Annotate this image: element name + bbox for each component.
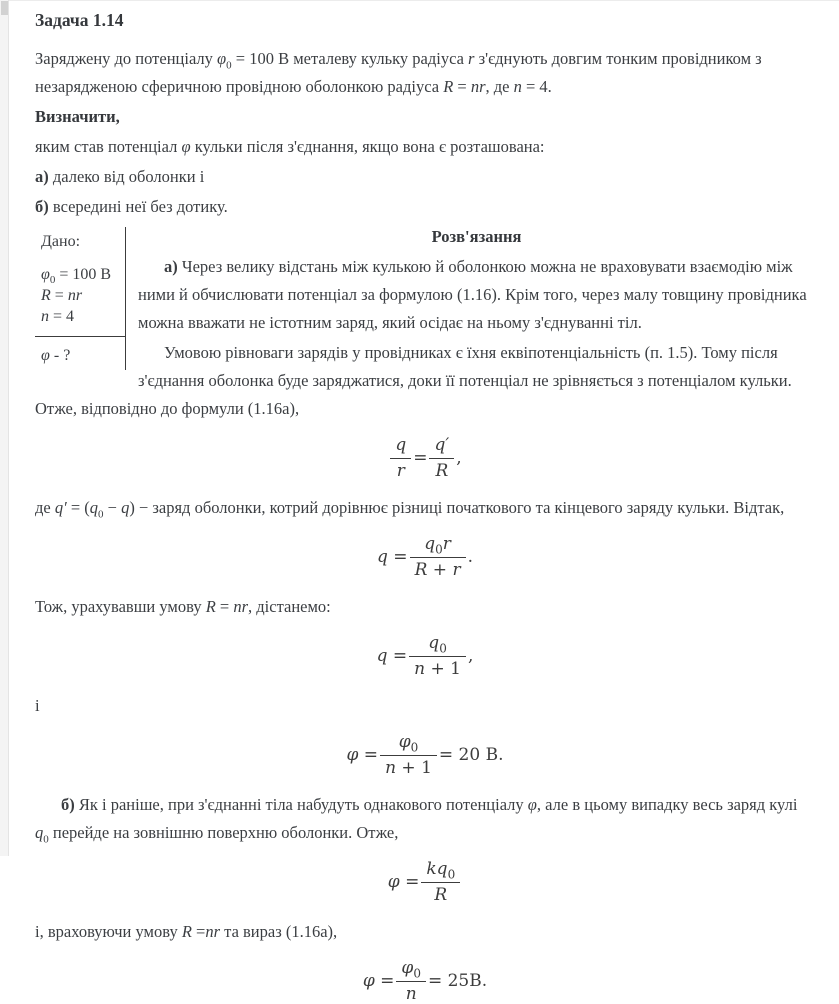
solution-paragraph-where: де $q' = (q_0 - q)$ − заряд оболонки, котрий дорівнює різниці початкового та кінцевого заряду кульки. Відтак, [35, 498, 785, 521]
solution-paragraph-i2: і, враховуючи умову R =nr та вираз (1.16а), [35, 922, 338, 941]
problem-statement: Заряджену до потенціалу $\varphi_0 = 100$ В металеву кульку радіуса r з'єднують довгим тонким провідником з незарядженою сферичною провідною оболонкою радіуса R = nr, де n = 4. [35, 49, 762, 96]
solution-connector-i: і [35, 696, 40, 715]
given-divider-line [35, 336, 125, 337]
case-a-text: а) далеко від оболонки і [35, 167, 205, 186]
solution-paragraph-a: а) Через велику відстань між кулькою й оболонкою можна не враховувати взаємодію між ними й обчислювати потенціал за формулою (1.16). Крім того, через малу товщину провідника можна вважати не істотним заряд, який осідає на ньому з'єднуванні тіл. [138, 257, 807, 332]
formula-potential-25v: φ = $\frac{\varphi_0}{n}$ = 25В. [362, 958, 488, 1004]
scrollbar [0, 0, 9, 856]
given-item-R: R = nr [41, 287, 83, 304]
given-box [35, 227, 126, 370]
determine-heading: Визначити, [35, 107, 120, 126]
given-item-phi0: $\varphi_0 = 100$ В [41, 266, 112, 287]
formula-charge-result: q = $\frac{q_0r}{R + r}$ . [377, 534, 473, 580]
solution-heading: Розв'язання [431, 227, 522, 246]
solution-paragraph-equilibrium: Умовою рівноваги зарядів у провідниках є їхня еквіпотенціальність (п. 1.5). Тому після з'єднання оболонка буде заряджатися, доки її потенціал не зрівняється з потенціалом кульки. Отже, відповідно до формули (1.16а), [35, 343, 792, 418]
formula-potential-20v: φ = $\frac{\varphi_0}{n + 1}$ = 20 В. [346, 732, 504, 778]
formula-potential-kq0-R: φ = $\frac{kq_0}{R}$ [35, 860, 815, 905]
problem-title: Задача 1.14 [35, 10, 124, 30]
given-label: Дано: [41, 233, 81, 250]
document-page [9, 0, 839, 1004]
scrollbar-thumb[interactable] [1, 1, 8, 15]
question-text: яким став потенціал φ кульки після з'єднання, якщо вона є розташована: [35, 137, 545, 156]
given-question: φ - ? [41, 347, 71, 364]
formula-charge-n: q = $\frac{q_0}{n + 1}$ , [376, 633, 474, 679]
solution-paragraph-tozh: Тож, урахувавши умову R = nr, дістанемо: [35, 597, 331, 616]
case-b-text: б) всередині неї без дотику. [35, 197, 228, 216]
formula-charge-ratio: $\frac{q}{r}$ = $\frac{q'}{R}$ , [35, 436, 815, 481]
given-item-n: n = 4 [41, 308, 75, 325]
solution-paragraph-b: б) Як і раніше, при з'єднанні тіла набудуть однакового потенціалу φ, але в цьому випадку весь заряд кулі $q_0$ перейде на зовнішню поверхню оболонки. Отже, [35, 795, 798, 846]
